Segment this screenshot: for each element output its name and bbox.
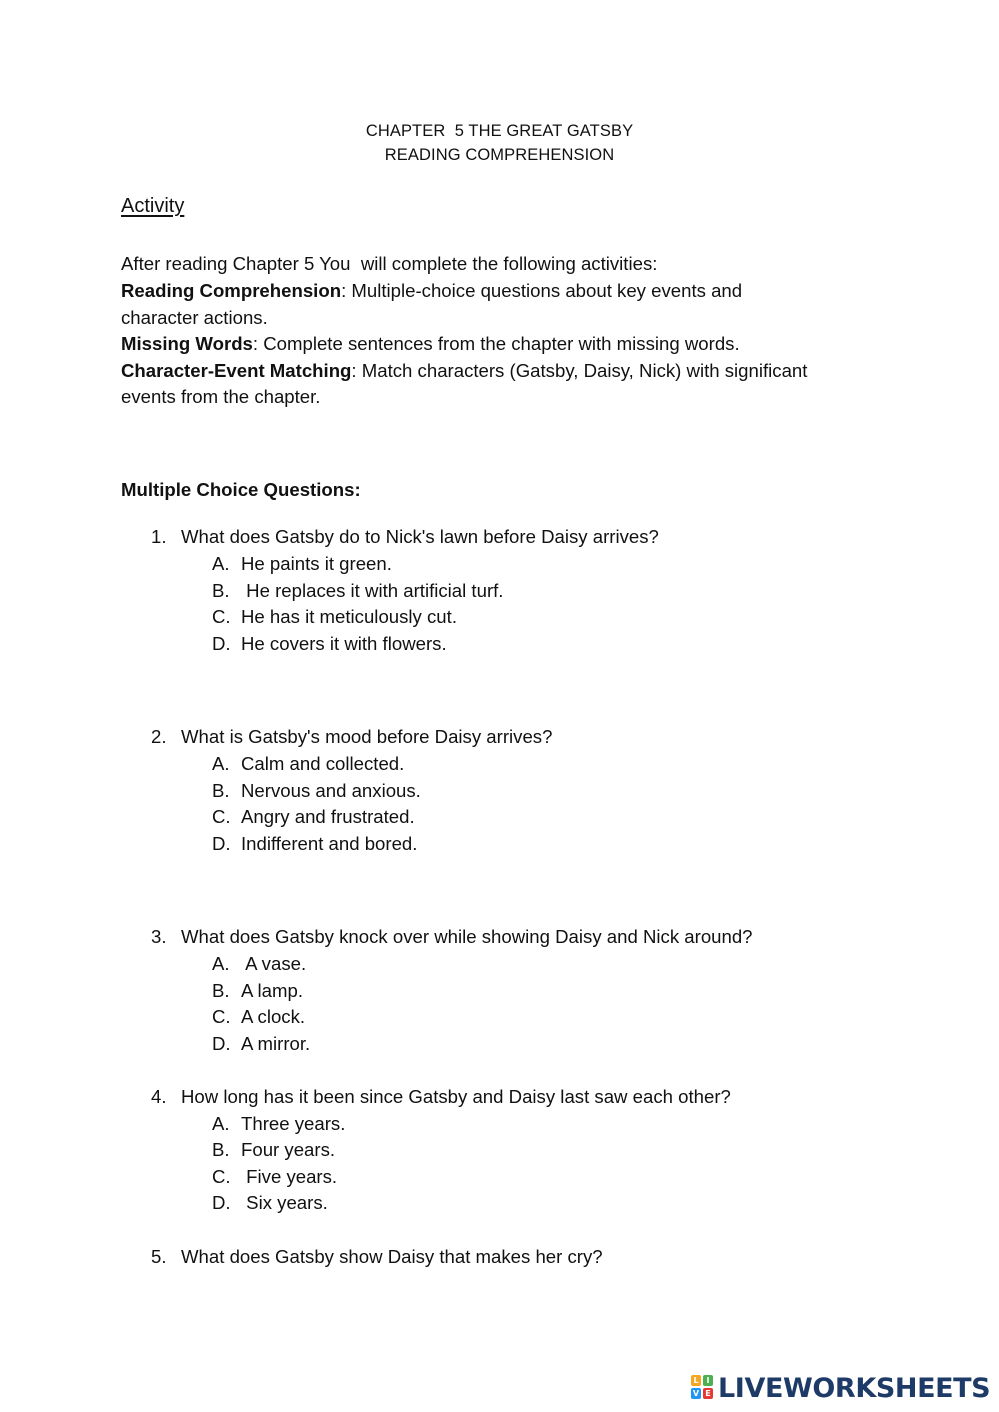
activity-item-missing-words — [121, 333, 740, 355]
option-letter: B. — [212, 580, 230, 601]
activity-item-term: Missing Words — [121, 333, 253, 354]
option-letter: D. — [212, 1033, 231, 1054]
option-text: Calm and collected. — [241, 753, 405, 774]
option-letter: C. — [212, 1166, 231, 1187]
question-3-option-c[interactable] — [212, 1006, 305, 1028]
option-text: Angry and frustrated. — [241, 806, 415, 827]
question-1-option-a[interactable] — [212, 553, 392, 575]
question-number: 3. — [151, 926, 167, 947]
option-text: He has it meticulously cut. — [241, 606, 457, 627]
activity-item-text: : Multiple-choice questions about key events and — [341, 280, 743, 301]
liveworksheets-logo[interactable] — [691, 1372, 990, 1404]
question-2-option-c[interactable] — [212, 806, 415, 828]
activity-item-continuation: character actions. — [121, 307, 268, 328]
option-text: He paints it green. — [241, 553, 392, 574]
option-text: Four years. — [241, 1139, 336, 1160]
question-text: What is Gatsby's mood before Daisy arrives? — [181, 726, 553, 747]
question-number: 5. — [151, 1246, 167, 1267]
question-2-option-d[interactable] — [212, 833, 417, 855]
option-text: A clock. — [241, 1006, 306, 1027]
question-5 — [151, 1246, 603, 1268]
option-letter: B. — [212, 1139, 230, 1160]
question-3-option-b[interactable] — [212, 980, 303, 1002]
question-4-option-a[interactable] — [212, 1113, 345, 1135]
question-1 — [151, 526, 659, 548]
activity-item-text: : Complete sentences from the chapter with missing words. — [252, 333, 740, 354]
question-4-option-c[interactable] — [212, 1166, 337, 1188]
activity-item-text: : Match characters (Gatsby, Daisy, Nick) with significant — [351, 360, 808, 381]
question-text: How long has it been since Gatsby and Daisy last saw each other? — [181, 1086, 731, 1107]
question-1-option-b[interactable] — [212, 580, 503, 602]
question-3-option-d[interactable] — [212, 1033, 310, 1055]
option-letter: D. — [212, 633, 231, 654]
logo-mark-tile-e: E — [703, 1388, 713, 1399]
question-4-option-d[interactable] — [212, 1192, 328, 1214]
logo-mark-tile-l: L — [691, 1375, 701, 1386]
option-letter: D. — [212, 1192, 231, 1213]
option-text: A lamp. — [241, 980, 304, 1001]
logo-mark-tile-i: I — [703, 1375, 713, 1386]
activity-heading: Activity — [121, 195, 185, 217]
question-1-option-d[interactable] — [212, 633, 447, 655]
option-text: He covers it with flowers. — [241, 633, 447, 654]
option-letter: C. — [212, 1006, 231, 1027]
option-text: Five years. — [241, 1166, 338, 1187]
question-4-option-b[interactable] — [212, 1139, 335, 1161]
question-2 — [151, 726, 552, 748]
question-number: 2. — [151, 726, 167, 747]
activity-intro: After reading Chapter 5 You will complete the following activities: — [121, 253, 658, 274]
mcq-heading: Multiple Choice Questions: — [121, 479, 361, 500]
question-3 — [151, 926, 753, 948]
question-4 — [151, 1086, 731, 1108]
question-2-option-a[interactable] — [212, 753, 404, 775]
activity-item-term: Reading Comprehension — [121, 280, 342, 301]
option-text: Six years. — [241, 1192, 328, 1213]
option-letter: C. — [212, 606, 231, 627]
option-letter: A. — [212, 753, 230, 774]
option-text: Three years. — [241, 1113, 346, 1134]
page-title-line-1: CHAPTER 5 THE GREAT GATSBY — [365, 122, 634, 140]
logo-mark-tile-v: V — [692, 1389, 700, 1398]
option-letter: A. — [212, 1113, 230, 1134]
liveworksheets-logo-icon — [691, 1375, 715, 1401]
activity-item-continuation: events from the chapter. — [121, 386, 321, 407]
activity-item-reading-comprehension — [121, 280, 742, 302]
question-text: What does Gatsby show Daisy that makes her cry? — [181, 1246, 603, 1267]
option-letter: A. — [212, 553, 230, 574]
option-letter: C. — [212, 806, 231, 827]
question-3-option-a[interactable] — [212, 953, 306, 975]
option-text: Indifferent and bored. — [241, 833, 418, 854]
option-text: A mirror. — [241, 1033, 311, 1054]
question-number: 1. — [151, 526, 167, 547]
page-title-line-2: READING COMPREHENSION — [384, 146, 615, 164]
activity-item-character-event-matching — [121, 360, 807, 382]
option-text: Nervous and anxious. — [241, 780, 421, 801]
question-text: What does Gatsby do to Nick's lawn before Daisy arrives? — [181, 526, 659, 547]
option-letter: D. — [212, 833, 231, 854]
question-2-option-b[interactable] — [212, 780, 421, 802]
option-letter: B. — [212, 980, 230, 1001]
liveworksheets-logo-text: LIVEWORKSHEETS — [718, 1372, 991, 1404]
option-text: He replaces it with artificial turf. — [241, 580, 504, 601]
question-1-option-c[interactable] — [212, 606, 457, 628]
option-letter: A. — [212, 953, 230, 974]
option-text: A vase. — [241, 953, 307, 974]
question-number: 4. — [151, 1086, 167, 1107]
option-letter: B. — [212, 780, 230, 801]
question-text: What does Gatsby knock over while showing Daisy and Nick around? — [181, 926, 753, 947]
activity-item-term: Character-Event Matching — [121, 360, 352, 381]
